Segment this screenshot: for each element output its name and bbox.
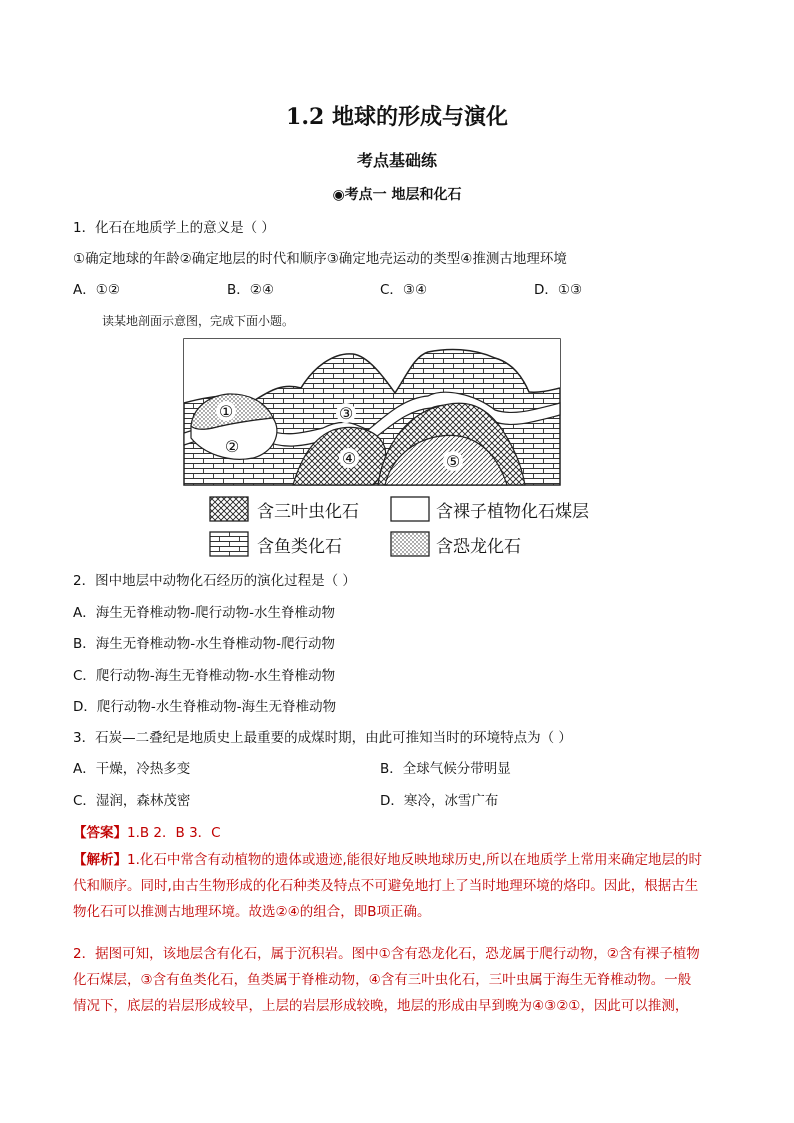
analysis-p2-line3: 情况下，底层的岩层形成较早，上层的岩层形成较晚，地层的形成由早到晚为④③②①，因此可以推测， [73, 998, 689, 1014]
question-3-option-d: D．寒冷，冰雪广布 [380, 793, 499, 809]
page-subtitle: 考点基础练 [356, 151, 437, 170]
analysis-paragraph-1 [73, 847, 723, 925]
legend-swatch-fish [209, 531, 249, 557]
analysis-p1-line2: 代和顺序。同时,由古生物形成的化石种类及特点不可避免地打上了当时地理环境的烙印。因此，根据古生 [73, 878, 699, 894]
analysis-p1-line3: 物化石可以推测古地理环境。故选②④的组合，即B项正确。 [73, 904, 431, 920]
question-2-option-b: B．海生无脊椎动物-水生脊椎动物-爬行动物 [73, 636, 336, 652]
stratum-label-4: ④ [341, 449, 357, 468]
analysis-p2-line2: 化石煤层，③含有鱼类化石，鱼类属于脊椎动物，④含有三叶虫化石，三叶虫属于海生无脊椎动物。一般 [73, 972, 692, 988]
question-3-stem: 3．石炭—二叠纪是地质史上最重要的成煤时期，由此可推知当时的环境特点为（ ） [73, 730, 572, 746]
analysis-p2-line1b: ②含有裸子植物 [606, 946, 700, 962]
question-1-option-c: C．③④ [380, 282, 428, 298]
stratum-label-2: ② [224, 437, 240, 456]
question-1-option-b: B．②④ [227, 282, 274, 298]
legend-label-fish: 含鱼类化石 [257, 537, 342, 557]
legend-label-trilobite: 含三叶虫化石 [257, 502, 359, 522]
question-1-stem: 1．化石在地质学上的意义是（ ） [73, 220, 275, 236]
legend-swatch-trilobite [209, 496, 249, 522]
stratum-label-3: ③ [338, 404, 354, 423]
geological-cross-section-figure [183, 338, 561, 486]
question-2-option-a: A．海生无脊椎动物-爬行动物-水生脊椎动物 [73, 605, 335, 621]
question-2-option-c: C．爬行动物-海生无脊椎动物-水生脊椎动物 [73, 668, 336, 684]
stratum-label-5: ⑤ [445, 452, 461, 471]
question-3-option-b: B．全球气候分带明显 [380, 761, 511, 777]
answer-text: 1.B 2．B 3．C [127, 825, 221, 841]
legend-label-dinosaur: 含恐龙化石 [436, 537, 521, 557]
question-1-statement: ①确定地球的年龄②确定地层的时代和顺序③确定地壳运动的类型④推测古地理环境 [73, 251, 567, 267]
answer-tag: 【答案】 [73, 825, 127, 841]
analysis-paragraph-2 [73, 941, 723, 1019]
answer-line [73, 821, 221, 841]
question-3-option-a: A．干燥，冷热多变 [73, 761, 191, 777]
analysis-tag: 【解析】 [73, 852, 127, 868]
page-title: 1.2 地球的形成与演化 [286, 104, 508, 130]
question-2-stem: 2．图中地层中动物化石经历的演化过程是（ ） [73, 573, 356, 589]
legend-swatch-dinosaur [390, 531, 430, 557]
legend-swatch-gymnosperm-coal [390, 496, 430, 522]
question-2-option-d: D．爬行动物-水生脊椎动物-海生无脊椎动物 [73, 699, 337, 715]
legend-label-gymnosperm-coal: 含裸子植物化石煤层 [436, 502, 589, 522]
analysis-p2-line1a: 2．据图可知，该地层含有化石，属于沉积岩。图中①含有恐龙化石，恐龙属于爬行动物， [73, 946, 607, 962]
question-1-option-a: A．①② [73, 282, 120, 298]
question-3-option-c: C．湿润，森林茂密 [73, 793, 191, 809]
section-heading: ◉考点一 地层和化石 [332, 187, 462, 203]
analysis-p1-line1: 1.化石中常含有动植物的遗体或遗迹,能很好地反映地球历史,所以在地质学上常用来确定地层的时 [127, 852, 702, 868]
stratum-label-1: ① [218, 402, 234, 421]
question-1-option-d: D．①③ [534, 282, 583, 298]
reading-instruction: 读某地剖面示意图，完成下面小题。 [102, 314, 295, 328]
